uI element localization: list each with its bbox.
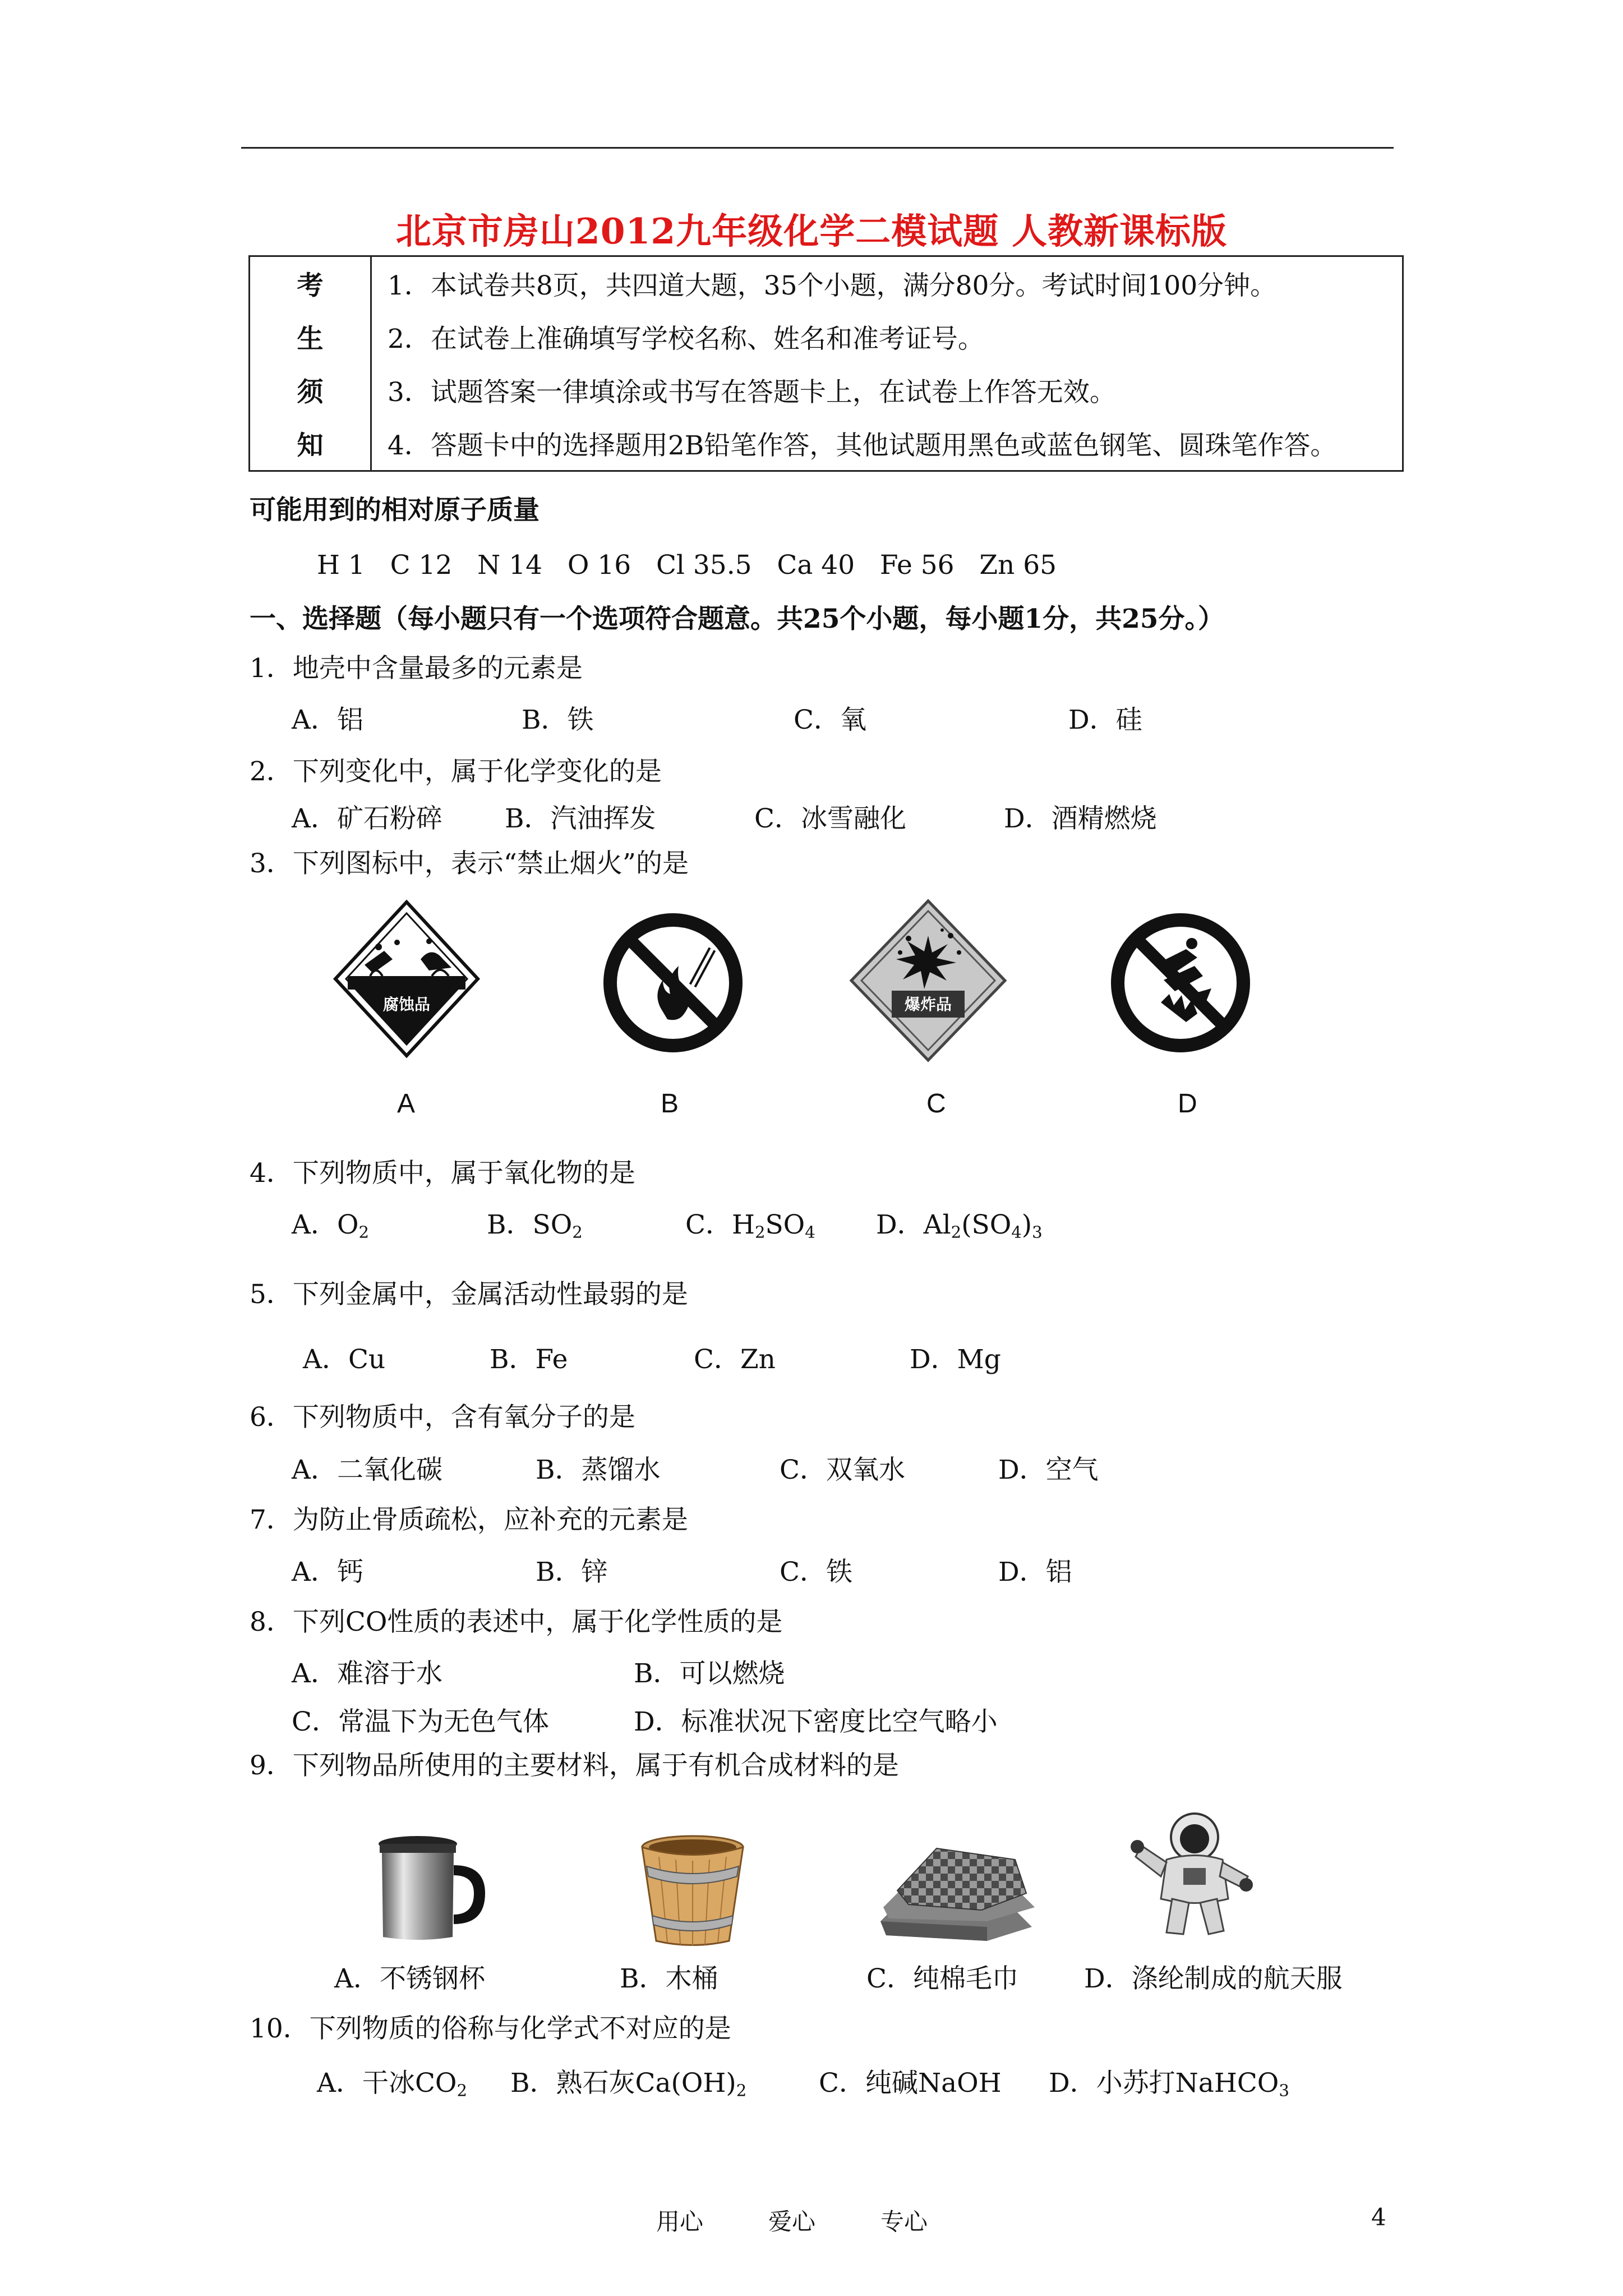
option-c: C．常温下为无色气体 — [292, 1706, 549, 1737]
image-label-c: C — [926, 1089, 946, 1119]
explosive-sign-icon — [847, 896, 1009, 1067]
option-d: D．Mg — [910, 1344, 1001, 1375]
option-d: D．酒精燃烧 — [1004, 803, 1157, 834]
question-stem: 7．为防止骨质疏松，应补充的元素是 — [250, 1504, 688, 1535]
page-number: 4 — [1371, 2203, 1386, 2231]
page-title: 北京市房山2012九年级化学二模试题 人教新课标版 — [395, 210, 1228, 252]
question-stem: 9．下列物品所使用的主要材料，属于有机合成材料的是 — [250, 1750, 899, 1781]
steel-cup-image — [373, 1832, 496, 1946]
option-a: A．$O_2$ — [292, 1209, 370, 1242]
option-d: D．涤纶制成的航天服 — [1084, 1963, 1343, 1994]
header-rule — [241, 147, 1394, 149]
image-label-d: D — [1178, 1089, 1197, 1119]
question-stem: 6．下列物质中，含有氧分子的是 — [250, 1402, 635, 1433]
question-stem: 10．下列物质的俗称与化学式不对应的是 — [250, 2013, 731, 2044]
option-c: C．氧 — [794, 705, 866, 735]
notice-side-char: 生 — [250, 310, 371, 364]
notice-side-char: 知 — [250, 417, 371, 471]
option-d: D．空气 — [998, 1455, 1099, 1485]
option-c: C．冰雪融化 — [754, 803, 906, 834]
option-a: A．铝 — [292, 705, 363, 735]
explosive-sign-label: 爆炸品 — [904, 995, 952, 1014]
notice-item: 3．试题答案一律填涂或书写在答题卡上，在试卷上作答无效。 — [371, 364, 1403, 417]
question-stem: 8．下列CO性质的表述中，属于化学性质的是 — [250, 1607, 783, 1637]
footer-word: 爱心 — [768, 2208, 816, 2235]
option-d: D．标准状况下密度比空气略小 — [634, 1706, 998, 1737]
option-b: B．蒸馏水 — [536, 1455, 661, 1485]
option-b: B．汽油挥发 — [505, 803, 656, 834]
option-a: A．Cu — [303, 1344, 386, 1375]
option-a: A．不锈钢杯 — [334, 1963, 485, 1994]
notice-side-char: 考 — [250, 256, 371, 311]
question-stem: 4．下列物质中，属于氧化物的是 — [250, 1158, 635, 1189]
option-a: A．难溶于水 — [292, 1658, 442, 1689]
footer-word: 用心 — [656, 2208, 704, 2235]
option-b: B．铁 — [522, 705, 594, 735]
option-b: B．木桶 — [620, 1963, 718, 1994]
option-b: B．可以燃烧 — [634, 1658, 785, 1689]
footer-word: 专心 — [880, 2208, 928, 2235]
corrosive-sign-label: 腐蚀品 — [382, 995, 431, 1014]
astronaut-suit-image — [1127, 1806, 1262, 1943]
section-heading: 一、选择题（每小题只有一个选项符合题意。共25个小题，每小题1分，共25分。） — [250, 604, 1225, 634]
option-b: B．锌 — [536, 1557, 608, 1588]
question-stem: 1．地壳中含量最多的元素是 — [250, 653, 583, 684]
notice-item: 4．答题卡中的选择题用2B铅笔作答，其他试题用黑色或蓝色钢笔、圆珠笔作答。 — [371, 417, 1403, 471]
question-stem: 2．下列变化中，属于化学变化的是 — [250, 756, 662, 787]
option-b: B．熟石灰$Ca(OH)_2$ — [510, 2068, 747, 2100]
atomic-mass-values: H 1 C 12 N 14 O 16 Cl 35.5 Ca 40 Fe 56 Zn 65 — [317, 550, 1057, 581]
corrosive-sign-icon — [331, 898, 482, 1062]
option-d: D．小苏打NaHCO$_3$ — [1049, 2068, 1289, 2100]
option-c: C．纯碱NaOH — [819, 2068, 1002, 2099]
question-stem: 3．下列图标中，表示“禁止烟火”的是 — [250, 848, 689, 879]
option-a: A．干冰$CO_2$ — [317, 2068, 467, 2100]
option-c: C．Zn — [694, 1344, 776, 1375]
option-d: D．硅 — [1068, 705, 1142, 735]
exam-notice-table — [248, 255, 1404, 472]
wooden-bucket-image — [637, 1832, 749, 1952]
option-a: A．钙 — [292, 1557, 363, 1588]
option-c: C．双氧水 — [780, 1455, 905, 1485]
option-d: D．$Al_2(SO_4)_3$ — [876, 1209, 1043, 1242]
question-stem: 5．下列金属中，金属活动性最弱的是 — [250, 1279, 688, 1310]
option-c: C．$H_2SO_4$ — [685, 1209, 815, 1242]
option-d: D．铝 — [998, 1557, 1072, 1588]
option-a: A．二氧化碳 — [292, 1455, 442, 1485]
option-c: C．铁 — [780, 1557, 852, 1588]
atomic-mass-heading: 可能用到的相对原子质量 — [250, 495, 540, 526]
notice-item: 1．本试卷共8页，共四道大题，35个小题，满分80分。考试时间100分钟。 — [371, 256, 1403, 311]
option-a: A．矿石粉碎 — [292, 803, 442, 834]
image-label-b: B — [661, 1089, 679, 1119]
option-b: B．$SO_2$ — [487, 1209, 583, 1242]
notice-item: 2．在试卷上准确填写学校名称、姓名和准考证号。 — [371, 310, 1403, 364]
cotton-towel-image — [875, 1837, 1038, 1946]
no-fireworks-sign-icon — [1108, 910, 1253, 1058]
option-b: B．Fe — [490, 1344, 568, 1375]
option-c: C．纯棉毛巾 — [866, 1963, 1018, 1994]
notice-side-char: 须 — [250, 364, 371, 417]
no-fire-sign-icon — [600, 910, 746, 1058]
image-label-a: A — [397, 1089, 416, 1119]
